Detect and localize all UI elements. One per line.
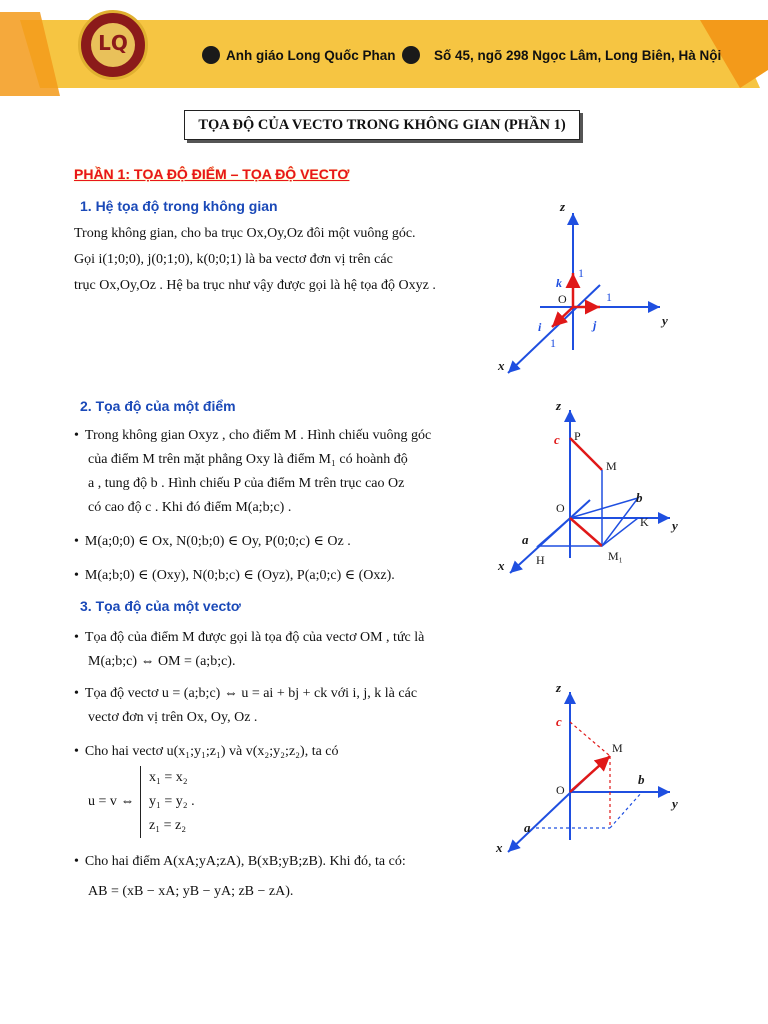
section-3-bullet-1-line-1: • Tọa độ của điểm M được gọi là tọa độ của vectơ OM , tức là [74,626,424,650]
fig1-i-label: i [538,320,542,334]
author-info [202,46,396,64]
section-3-bullet-2-line-2: vectơ đơn vị trên Ox, Oy, Oz . [88,710,258,725]
section-2-bullet-2: • M(a;0;0) ∈ Ox, N(0;b;0) ∈ Oy, P(0;0;c) ∈ Oz . [74,530,351,554]
home-icon [402,46,420,64]
section-3-bullet-3-lhs: u = v ⇔ [88,794,135,809]
fig1-y-label: y [662,313,668,328]
section-1-heading: 1. Hệ tọa độ trong không gian [80,198,278,214]
figure-axes-unit-vectors [490,195,690,380]
address-info [402,46,721,64]
fig3-origin-label: O [556,783,565,797]
fig2-m-label: M [606,459,617,473]
figure-vector-coordinates [490,680,690,865]
author-name: Anh giáo Long Quốc Phan [226,47,396,63]
page-header [0,0,768,100]
fig1-unit-i: 1 [550,336,556,350]
section-1-line-1: Trong không gian, cho ba trục Ox,Oy,Oz đôi một vuông góc. [74,226,416,241]
document-title: TỌA ĐỘ CỦA VECTO TRONG KHÔNG GIAN (PHẦN 1) [184,110,580,140]
fig2-a-label: a [522,532,529,547]
figure-point-coordinates [490,398,690,583]
fig2-y-label: y [672,518,678,533]
address-text: Số 45, ngõ 298 Ngọc Lâm, Long Biên, Hà Nội [434,47,722,63]
fig3-b-label: b [638,772,645,787]
section-2-bullet-1-line-2: của điểm M trên mặt phẳng Oxy là điểm M₁ có hoành độ [88,452,408,467]
fig3-y-label: y [672,796,678,811]
section-1-line-2: Gọi i(1;0;0), j(0;1;0), k(0;0;1) là ba vectơ đơn vị trên các [74,252,393,267]
fig2-x-label: x [498,558,505,573]
fig1-k-label: k [556,276,562,290]
section-3-bullet-1-line-2: M(a;b;c) ⇔ OM = (a;b;c). [88,654,236,669]
section-2-bullet-3: • M(a;b;0) ∈ (Oxy), N(0;b;c) ∈ (Oyz), P(a;0;c) ∈ (Oxz). [74,564,395,588]
fig2-z-label: z [556,398,562,413]
section-3-bullet-2-line-1: • Tọa độ vectơ u = (a;b;c) ⇔ u = ai + bj + ck với i, j, k là các [74,682,417,706]
section-3-bullet-4-line-1: • Cho hai điểm A(xA;yA;zA), B(xB;yB;zB). Khi đó, ta có: [74,850,406,874]
section-2-bullet-1-line-3: a , tung độ b . Hình chiếu P của điểm M trên trục cao Oz [88,476,405,491]
section-3-bullet-4-line-2: AB = (xB − xA; yB − yA; zB − zA). [88,884,294,899]
system-eq-2: y₁ = y₂ . [149,794,195,809]
system-eq-3: z₁ = z₂ [149,818,187,833]
section-3-bullet-3-line-1: • Cho hai vectơ u(x₁;y₁;z₁) và v(x₂;y₂;z₂), ta có [74,740,339,764]
part-heading: PHẦN 1: TỌA ĐỘ ĐIỂM – TỌA ĐỘ VECTƠ [74,166,350,182]
fig2-c-label: c [554,432,560,447]
fig3-a-label: a [524,820,531,835]
fig1-j-label: j [593,318,597,332]
section-2-bullet-1-line-1: • Trong không gian Oxyz , cho điểm M . Hình chiếu vuông góc [74,424,431,448]
fig2-p-label: P [574,429,581,443]
fig3-m-label: M [612,741,623,755]
section-3-system [140,766,195,838]
brand-logo: LQ [78,10,148,80]
section-2-heading: 2. Tọa độ của một điểm [80,398,236,414]
section-1-line-3: trục Ox,Oy,Oz . Hệ ba trục như vậy được gọi là hệ tọa độ Oxyz . [74,278,436,293]
fig2-origin-label: O [556,501,565,515]
fig3-z-label: z [556,680,562,695]
section-3-heading: 3. Tọa độ của một vectơ [80,598,241,614]
user-icon [202,46,220,64]
fig3-c-label: c [556,714,562,729]
fig2-h-label: H [536,553,545,567]
fig3-x-label: x [496,840,503,855]
fig1-unit-j: 1 [606,290,612,304]
system-eq-1: x₁ = x₂ [149,770,188,785]
fig1-x-label: x [498,358,505,373]
fig2-m1-label: M₁ [608,549,623,563]
section-2-bullet-1-line-4: có cao độ c . Khi đó điểm M(a;b;c) . [88,500,292,515]
fig2-b-label: b [636,490,643,505]
fig1-origin-label: O [558,292,567,306]
fig1-z-label: z [560,199,566,214]
fig1-unit-k: 1 [578,266,584,280]
fig2-k-label: K [640,515,649,529]
